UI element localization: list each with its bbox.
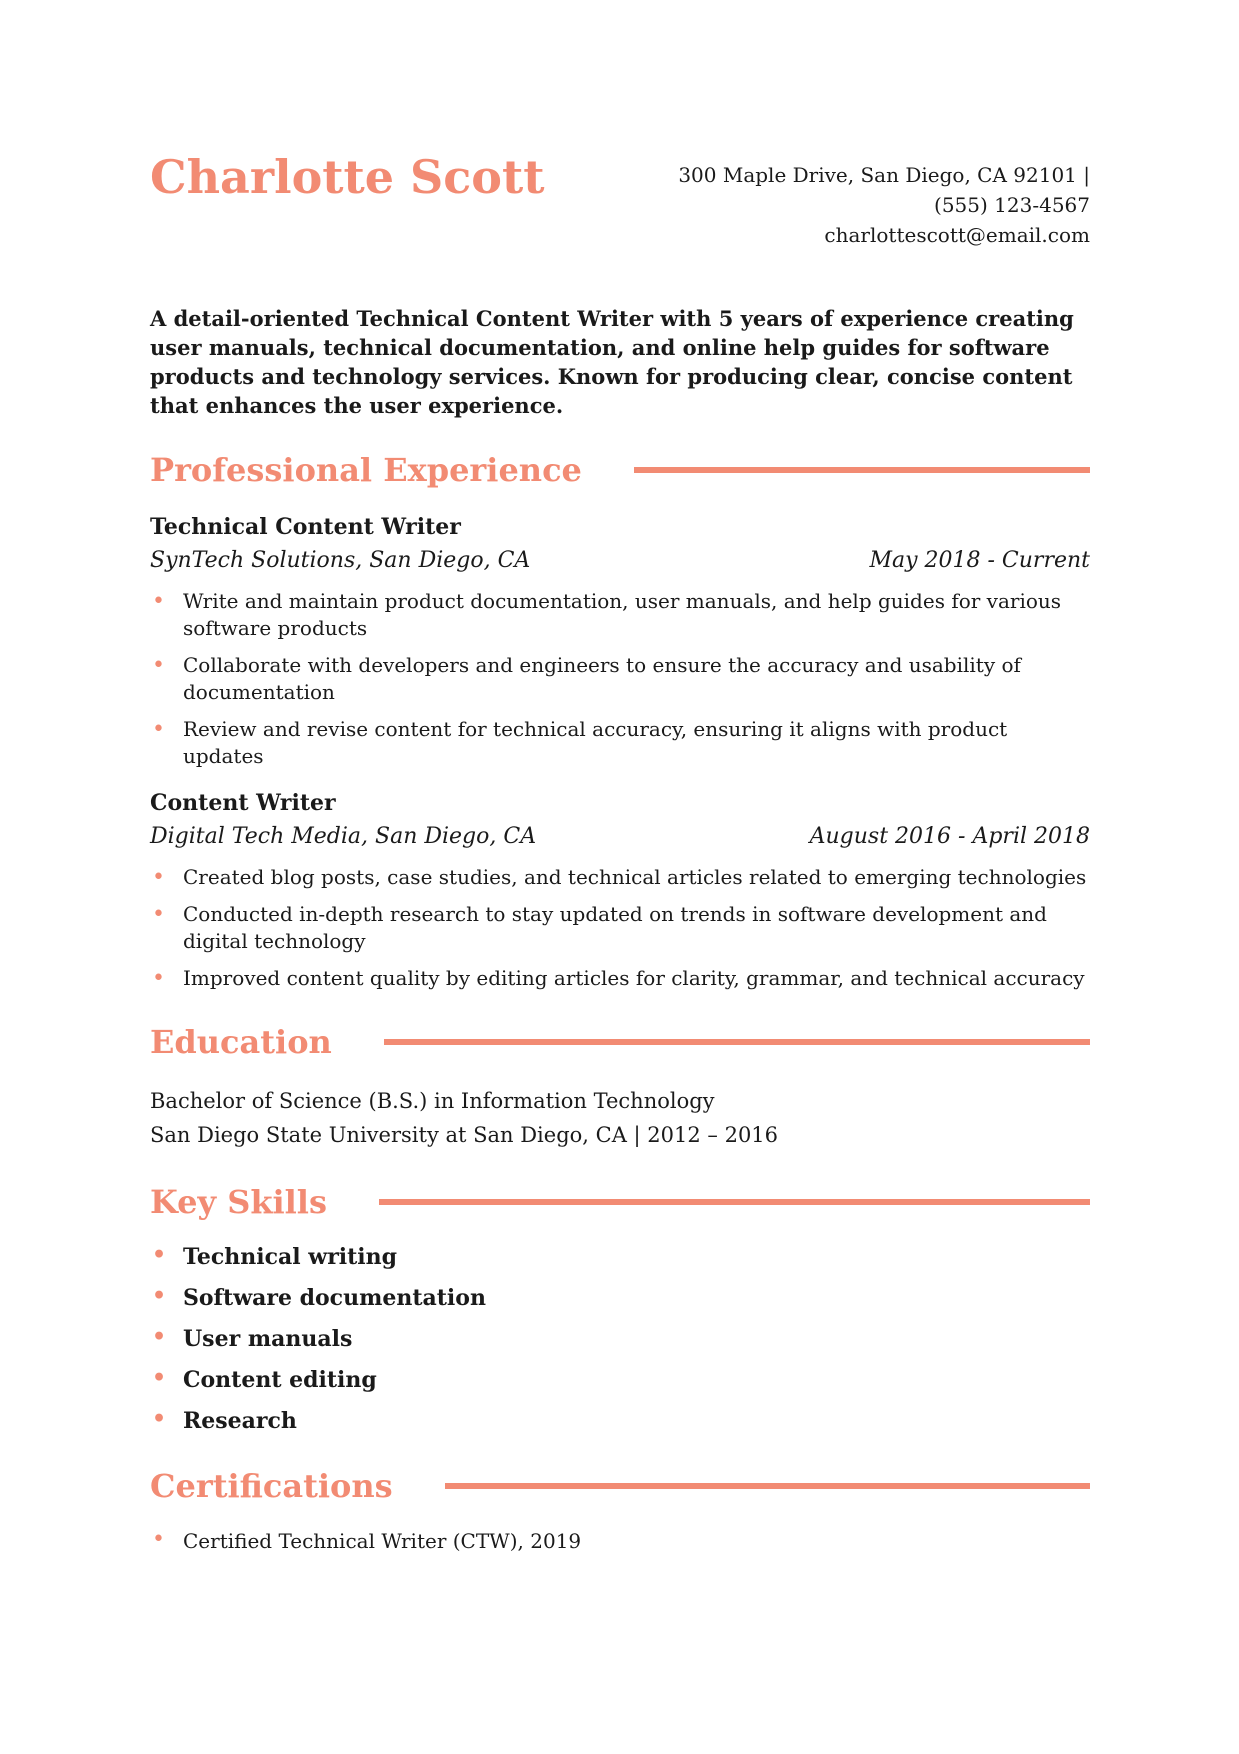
job-meta bbox=[150, 822, 1090, 852]
candidate-name: Charlotte Scott bbox=[150, 150, 545, 204]
list-item bbox=[150, 1242, 1090, 1272]
list-item bbox=[150, 1406, 1090, 1436]
skill-text: Software documentation bbox=[183, 1285, 486, 1311]
education-section-header bbox=[150, 1023, 1090, 1061]
skill-text: Content editing bbox=[183, 1367, 377, 1393]
skill-text: User manuals bbox=[183, 1326, 353, 1352]
job-entry bbox=[150, 788, 1090, 992]
bullet-text: Write and maintain product documentation, user manuals, and help guides for various software products bbox=[183, 589, 1062, 640]
job-title: Content Writer bbox=[150, 790, 336, 816]
list-item bbox=[150, 965, 1090, 992]
list-item bbox=[150, 716, 1090, 770]
list-item bbox=[150, 901, 1090, 955]
job-entry bbox=[150, 512, 1090, 770]
certifications-section-header bbox=[150, 1467, 1090, 1505]
bullet-text: Improved content quality by editing articles for clarity, grammar, and technical accuracy bbox=[183, 966, 1085, 990]
education-degree: Bachelor of Science (B.S.) in Information Technology bbox=[150, 1089, 715, 1113]
professional-summary: A detail-oriented Technical Content Writer with 5 years of experience creating user manuals, technical documentation, and online help guides for software products and technology services. Known for producing clear, concise content that enhances the user experience. bbox=[150, 306, 1074, 418]
bullet-text: Collaborate with developers and engineers to ensure the accuracy and usability of documentation bbox=[183, 653, 1021, 704]
section-divider bbox=[634, 467, 1090, 473]
job-company: Digital Tech Media, San Diego, CA bbox=[150, 824, 537, 849]
bullet-text: Conducted in-depth research to stay updated on trends in software development and digital technology bbox=[183, 902, 1047, 953]
list-item bbox=[150, 1283, 1090, 1313]
bullet-text: Created blog posts, case studies, and technical articles related to emerging technologies bbox=[183, 865, 1087, 889]
bullet-icon: • bbox=[152, 1324, 167, 1350]
bullet-icon: • bbox=[152, 1365, 167, 1391]
experience-section-header bbox=[150, 451, 1090, 489]
skill-text: Research bbox=[183, 1408, 297, 1434]
section-divider bbox=[384, 1039, 1090, 1045]
job-dates: May 2018 - Current bbox=[869, 548, 1090, 573]
contact-phone: (555) 123-4567 bbox=[934, 193, 1090, 217]
job-dates: August 2016 - April 2018 bbox=[809, 824, 1090, 849]
education-section-title: Education bbox=[150, 1023, 332, 1061]
list-item bbox=[150, 864, 1090, 891]
bullet-icon: • bbox=[152, 966, 165, 991]
section-divider bbox=[379, 1199, 1090, 1205]
skills-list bbox=[150, 1242, 1090, 1436]
contact-email: charlottescott@email.com bbox=[824, 223, 1090, 247]
bullet-text: Review and revise content for technical accuracy, ensuring it aligns with product updates bbox=[183, 717, 1008, 768]
education-school: San Diego State University at San Diego, CA | 2012 – 2016 bbox=[150, 1123, 779, 1147]
job-bullets bbox=[150, 864, 1090, 992]
certification-text: Certified Technical Writer (CTW), 2019 bbox=[183, 1529, 582, 1553]
skills-section-title: Key Skills bbox=[150, 1183, 327, 1221]
job-company: SynTech Solutions, San Diego, CA bbox=[150, 548, 531, 573]
bullet-icon: • bbox=[152, 1527, 165, 1552]
education-entry bbox=[150, 1084, 1090, 1152]
job-bullets bbox=[150, 588, 1090, 770]
job-meta bbox=[150, 546, 1090, 576]
certifications-section-title: Certifications bbox=[150, 1467, 393, 1505]
bullet-icon: • bbox=[152, 653, 165, 678]
resume-header bbox=[150, 150, 1090, 250]
contact-block bbox=[650, 160, 1090, 250]
bullet-icon: • bbox=[152, 865, 165, 890]
experience-section-title: Professional Experience bbox=[150, 451, 582, 489]
bullet-icon: • bbox=[152, 902, 165, 927]
bullet-icon: • bbox=[152, 589, 165, 614]
list-item bbox=[150, 588, 1090, 642]
certifications-list bbox=[150, 1526, 1090, 1556]
resume-content bbox=[150, 150, 1090, 1556]
job-title: Technical Content Writer bbox=[150, 514, 461, 540]
bullet-icon: • bbox=[152, 717, 165, 742]
bullet-icon: • bbox=[152, 1283, 167, 1309]
contact-address: 300 Maple Drive, San Diego, CA 92101 | bbox=[678, 163, 1090, 187]
skills-section-header bbox=[150, 1183, 1090, 1221]
bullet-icon: • bbox=[152, 1242, 167, 1268]
list-item bbox=[150, 1324, 1090, 1354]
list-item bbox=[150, 1526, 1090, 1556]
list-item bbox=[150, 652, 1090, 706]
section-divider bbox=[445, 1483, 1090, 1489]
skill-text: Technical writing bbox=[183, 1244, 398, 1270]
bullet-icon: • bbox=[152, 1406, 167, 1432]
list-item bbox=[150, 1365, 1090, 1395]
